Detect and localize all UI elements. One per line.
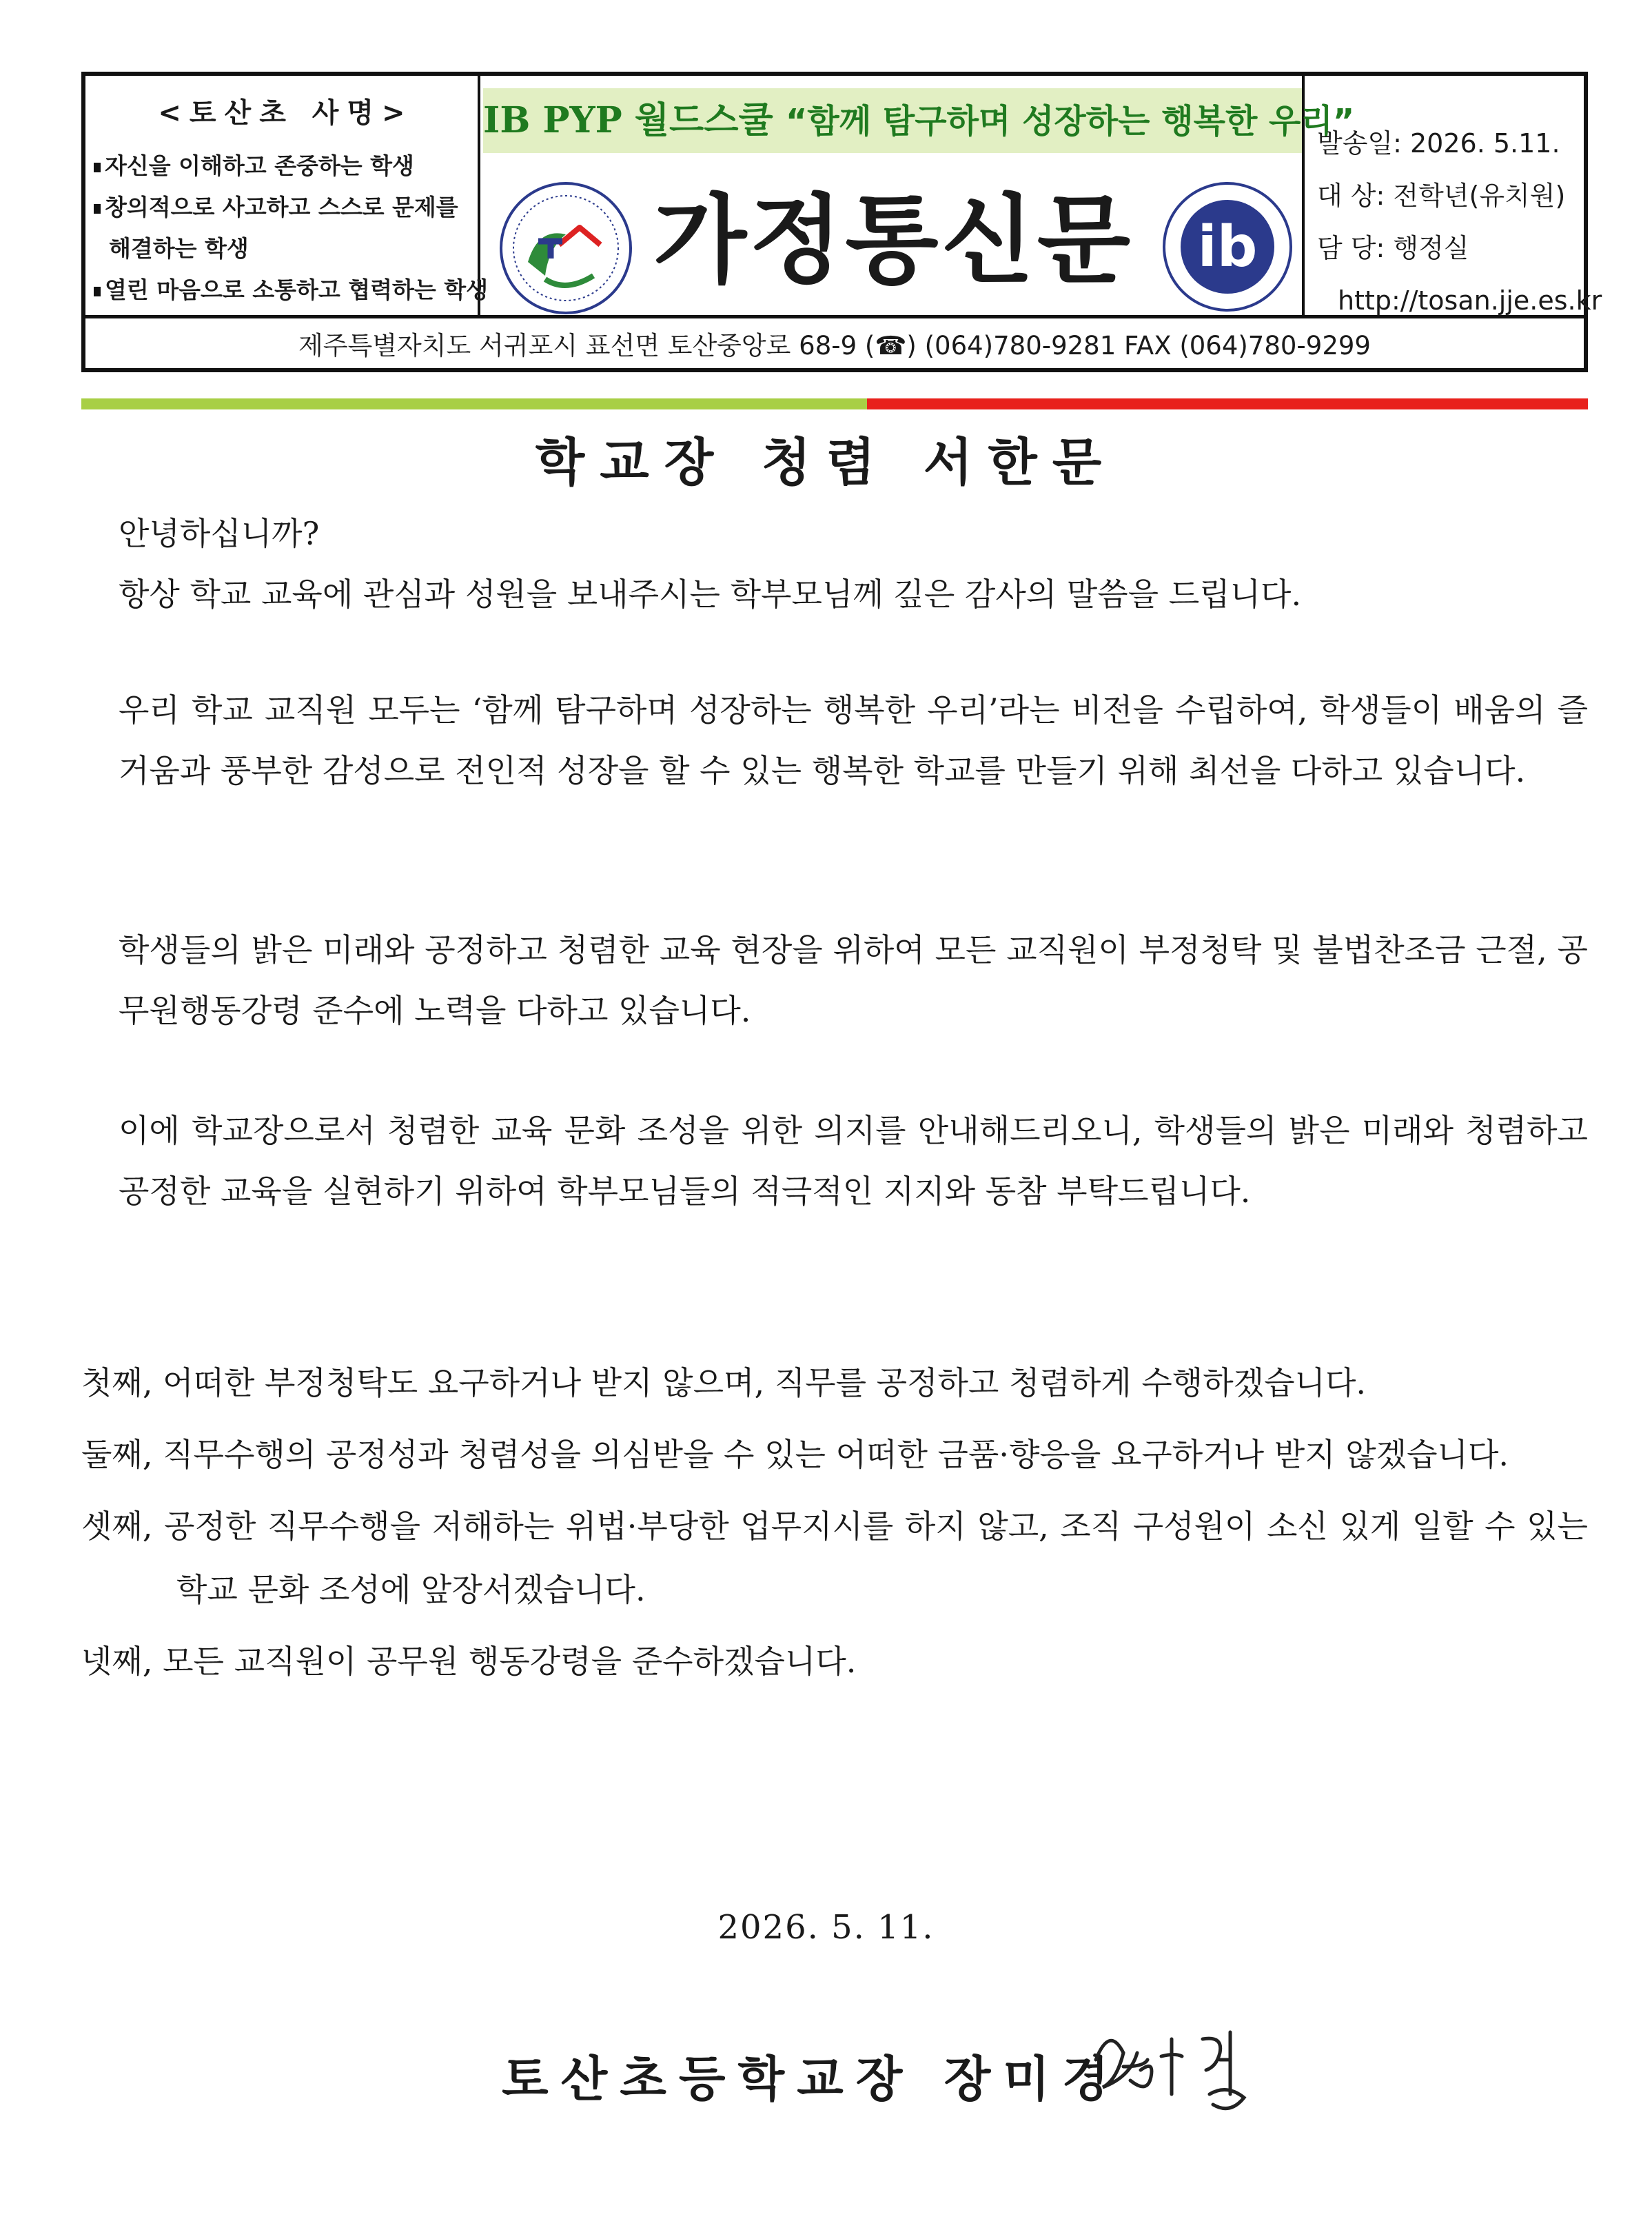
bullet-icon <box>94 287 101 296</box>
header-center <box>483 76 1355 315</box>
motto-item-text: 열린 마음으로 소통하고 협력하는 학생 <box>105 276 489 303</box>
handwritten-signature <box>1082 2011 1289 2122</box>
motto-item-text: 창의적으로 사고하고 스스로 문제를 <box>105 194 458 221</box>
thanks-sentence: 항상 학교 교육에 관심과 성원을 보내주시는 학부모님께 깊은 감사의 말씀을 드립니다. <box>119 576 1302 613</box>
paragraph-text: 우리 학교 교직원 모두는 ‘함께 탐구하며 성장하는 행복한 우리’라는 비전을 수립하여, 학생들이 배움의 즐거움과 풍부한 감성으로 전인적 성장을 할 수 있는 행복한 학교를 만들기 위해 최선을 다하고 있습니다. <box>119 691 1588 789</box>
newsletter-title: 가정통신문 <box>653 185 1134 297</box>
divider-bar <box>81 398 1588 409</box>
motto-item-text: 해결하는 학생 <box>109 235 249 262</box>
bullet-icon <box>94 204 101 214</box>
paragraph-text: 이에 학교장으로서 청렴한 교육 문화 조성을 위한 의지를 안내해드리오니, 학생들의 밝은 미래와 청렴하고 공정한 교육을 실현하기 위하여 학부모님들의 적극적인 지지와 동참 부탁드립니다. <box>119 1112 1588 1210</box>
paragraph <box>81 920 1588 1041</box>
motto-item <box>94 145 478 187</box>
school-emblem-icon <box>497 179 635 317</box>
svg-text:ib: ib <box>1197 214 1258 280</box>
divider-green <box>81 398 867 409</box>
issue-date: 발송일: 2026. 5.11. <box>1317 128 1560 159</box>
pledge-item: 첫째, 어떠한 부정청탁도 요구하거나 받지 않으며, 직무를 공정하고 청렴하게 수행하겠습니다. <box>81 1364 1367 1401</box>
school-address: 제주특별자치도 서귀포시 표선면 토산중앙로 68-9 (☎) (064)780-9281 FAX (064)780-9299 <box>298 331 1371 361</box>
issue-meta <box>1307 76 1602 316</box>
pledge-item: 셋째, 공정한 직무수행을 저해하는 위법·부당한 업무지시를 하지 않고, 조직 구성원이 소신 있게 일할 수 있는 학교 문화 조성에 앞장서겠습니다. <box>81 1508 1588 1608</box>
contact-department: 담 당: 행정실 <box>1317 233 1469 263</box>
motto-item-text: 자신을 이해하고 존중하는 학생 <box>105 152 414 179</box>
motto-title: <토산초 사명> <box>158 97 414 129</box>
motto-item <box>94 270 489 311</box>
target-audience: 대 상: 전학년(유치원) <box>1317 181 1566 211</box>
bullet-icon <box>94 163 101 172</box>
motto-item-continued <box>94 228 478 270</box>
paragraph <box>81 680 1588 801</box>
pledge-list <box>81 1351 1588 1701</box>
paragraph <box>81 1100 1588 1222</box>
header-top-row <box>85 76 1602 318</box>
school-website-link[interactable]: http://tosan.jje.es.kr <box>1338 285 1602 316</box>
greeting: 안녕하십니까? <box>119 515 320 552</box>
ib-world-school-logo-icon <box>1159 178 1296 316</box>
greeting-block <box>81 503 1588 625</box>
ib-slogan-banner <box>483 88 1355 153</box>
signer-name: 토산초등학교장 장미경 <box>502 2051 1121 2107</box>
motto-item <box>94 187 478 228</box>
letter-date: 2026. 5. 11. <box>717 1908 935 1947</box>
newsletter-header <box>81 72 1602 372</box>
pledge-item: 넷째, 모든 교직원이 공무원 행동강령을 준수하겠습니다. <box>81 1643 857 1680</box>
pledge-item: 둘째, 직무수행의 공정성과 청렴성을 의심받을 수 있는 어떠한 금품·향응을 요구하거나 받지 않겠습니다. <box>81 1436 1509 1473</box>
school-vision-slogan: “함께 탐구하며 성장하는 행복한 우리” <box>785 102 1355 141</box>
ib-slogan-prefix: IB PYP 월드스쿨 <box>483 99 773 141</box>
school-motto-box <box>85 76 489 315</box>
paragraph-text: 학생들의 밝은 미래와 공정하고 청렴한 교육 현장을 위하여 모든 교직원이 부정청탁 및 불법찬조금 근절, 공무원행동강령 준수에 노력을 다하고 있습니다. <box>119 931 1588 1029</box>
divider-red <box>867 398 1588 409</box>
letter-title: 학교장 청렴 서한문 <box>535 433 1117 492</box>
